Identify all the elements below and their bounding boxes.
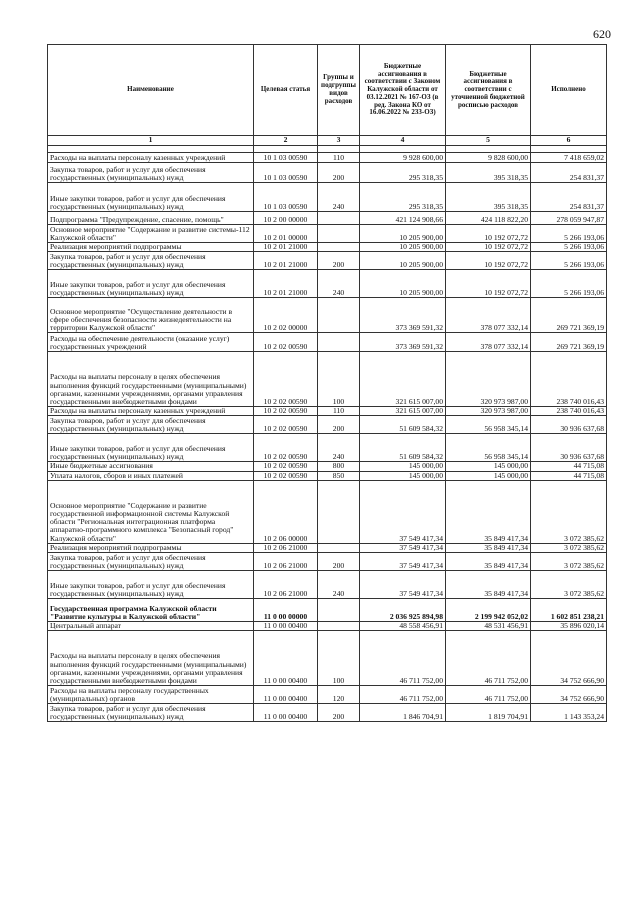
cell-revised: 35 849 417,34 <box>446 480 531 543</box>
cell-code: 10 2 01 21000 <box>254 252 318 270</box>
cell-code: 11 0 00 00400 <box>254 622 318 631</box>
cell-executed: 254 831,37 <box>531 163 607 183</box>
cell-code: 10 2 02 00590 <box>254 407 318 416</box>
table-row <box>48 163 607 183</box>
table-row <box>48 407 607 416</box>
table-row <box>48 333 607 352</box>
cell-group <box>318 622 360 631</box>
cell-revised: 35 849 417,34 <box>446 571 531 599</box>
cell-executed: 3 072 385,62 <box>531 480 607 543</box>
cell-law: 10 205 900,00 <box>360 270 446 298</box>
column-number: 5 <box>446 136 531 146</box>
cell-revised: 1 819 704,91 <box>446 704 531 722</box>
cell-name: Расходы на выплаты персоналу в целях обеспечения выполнения функций государственными (муниципальными) органами, казенными учреждениями, органами управления государственными внебюджетными фондами <box>48 631 254 686</box>
table-row <box>48 434 607 462</box>
table-row <box>48 416 607 434</box>
column-number-row <box>48 136 607 146</box>
cell-code: 10 1 03 00590 <box>254 183 318 212</box>
cell-revised: 424 118 822,20 <box>446 212 531 225</box>
cell-code: 11 0 00 00400 <box>254 704 318 722</box>
cell-code: 10 2 01 21000 <box>254 270 318 298</box>
table-row <box>48 686 607 704</box>
cell-revised: 10 192 072,72 <box>446 252 531 270</box>
cell-law: 10 205 900,00 <box>360 225 446 243</box>
cell-name: Иные закупки товаров, работ и услуг для обеспечения государственных (муниципальных) нужд <box>48 183 254 212</box>
cell-name: Подпрограмма "Предупреждение, спасение, помощь" <box>48 212 254 225</box>
cell-name: Расходы на выплаты персоналу казенных учреждений <box>48 407 254 416</box>
cell-law: 10 205 900,00 <box>360 243 446 252</box>
cell-executed: 3 072 385,62 <box>531 571 607 599</box>
cell-name: Реализация мероприятий подпрограммы <box>48 543 254 552</box>
cell-executed: 34 752 666,90 <box>531 686 607 704</box>
cell-code: 10 2 00 00000 <box>254 212 318 225</box>
cell-law: 37 549 417,34 <box>360 480 446 543</box>
cell-group <box>318 333 360 352</box>
cell-code: 10 2 01 00000 <box>254 225 318 243</box>
cell-group: 100 <box>318 352 360 407</box>
cell-group: 240 <box>318 270 360 298</box>
budget-table <box>47 44 607 722</box>
cell-law: 421 124 908,66 <box>360 212 446 225</box>
cell-group: 200 <box>318 252 360 270</box>
cell-name: Центральный аппарат <box>48 622 254 631</box>
cell-law: 48 558 456,91 <box>360 622 446 631</box>
cell-name: Реализация мероприятий подпрограммы <box>48 243 254 252</box>
cell-revised: 10 192 072,72 <box>446 270 531 298</box>
cell-name: Иные бюджетные ассигнования <box>48 462 254 471</box>
cell-group <box>318 212 360 225</box>
cell-code: 10 2 01 21000 <box>254 243 318 252</box>
cell-group: 110 <box>318 407 360 416</box>
cell-name: Государственная программа Калужской области "Развитие культуры в Калужской области" <box>48 599 254 622</box>
cell-revised: 10 192 072,72 <box>446 243 531 252</box>
header-executed: Исполнено <box>531 45 607 136</box>
cell-revised: 56 958 345,14 <box>446 434 531 462</box>
column-number: 1 <box>48 136 254 146</box>
cell-group: 110 <box>318 153 360 163</box>
table-row <box>48 225 607 243</box>
cell-group: 200 <box>318 704 360 722</box>
cell-executed: 238 740 016,43 <box>531 407 607 416</box>
cell-group: 240 <box>318 434 360 462</box>
cell-revised: 35 849 417,34 <box>446 543 531 552</box>
cell-revised: 145 000,00 <box>446 471 531 480</box>
cell-group <box>318 225 360 243</box>
cell-code: 10 2 02 00590 <box>254 333 318 352</box>
column-number: 6 <box>531 136 607 146</box>
cell-law: 37 549 417,34 <box>360 543 446 552</box>
cell-revised: 56 958 345,14 <box>446 416 531 434</box>
cell-law: 373 369 591,32 <box>360 333 446 352</box>
cell-group <box>318 599 360 622</box>
cell-revised: 320 973 987,00 <box>446 352 531 407</box>
cell-revised: 46 711 752,00 <box>446 686 531 704</box>
cell-revised: 395 318,35 <box>446 163 531 183</box>
cell-revised: 46 711 752,00 <box>446 631 531 686</box>
cell-name: Закупка товаров, работ и услуг для обеспечения государственных (муниципальных) нужд <box>48 163 254 183</box>
cell-law: 37 549 417,34 <box>360 571 446 599</box>
cell-law: 10 205 900,00 <box>360 252 446 270</box>
cell-code: 10 2 02 00000 <box>254 298 318 333</box>
cell-executed: 1 602 851 238,21 <box>531 599 607 622</box>
table-row <box>48 153 607 163</box>
cell-name: Основное мероприятие "Содержание и развитие государственной информационной системы Калужской области "Региональная интеграционная платформа аппаратно-программного комплекса "Безопасный город" Калужской области" <box>48 480 254 543</box>
table-row <box>48 622 607 631</box>
cell-law: 321 615 007,00 <box>360 407 446 416</box>
cell-revised: 35 849 417,34 <box>446 553 531 571</box>
cell-code: 11 0 00 00000 <box>254 599 318 622</box>
cell-executed: 5 266 193,06 <box>531 225 607 243</box>
table-row <box>48 270 607 298</box>
cell-law: 295 318,35 <box>360 183 446 212</box>
cell-code: 10 1 03 00590 <box>254 153 318 163</box>
table-row <box>48 480 607 543</box>
cell-name: Закупка товаров, работ и услуг для обеспечения государственных (муниципальных) нужд <box>48 252 254 270</box>
cell-group: 850 <box>318 471 360 480</box>
table-row <box>48 631 607 686</box>
cell-name: Иные закупки товаров, работ и услуг для обеспечения государственных (муниципальных) нужд <box>48 434 254 462</box>
cell-group: 120 <box>318 686 360 704</box>
spacer-row <box>48 146 607 153</box>
header-group: Группы и подгруппы видов расходов <box>318 45 360 136</box>
header-name: Наименование <box>48 45 254 136</box>
cell-revised: 48 531 456,91 <box>446 622 531 631</box>
cell-revised: 378 077 332,14 <box>446 298 531 333</box>
cell-name: Уплата налогов, сборов и иных платежей <box>48 471 254 480</box>
page-number: 620 <box>593 27 611 41</box>
cell-law: 46 711 752,00 <box>360 631 446 686</box>
cell-executed: 254 831,37 <box>531 183 607 212</box>
cell-code: 10 1 03 00590 <box>254 163 318 183</box>
cell-law: 373 369 591,32 <box>360 298 446 333</box>
cell-executed: 5 266 193,06 <box>531 270 607 298</box>
cell-executed: 1 143 353,24 <box>531 704 607 722</box>
cell-code: 10 2 06 00000 <box>254 480 318 543</box>
table-row <box>48 352 607 407</box>
cell-law: 37 549 417,34 <box>360 553 446 571</box>
cell-code: 10 2 06 21000 <box>254 543 318 552</box>
cell-law: 9 928 600,00 <box>360 153 446 163</box>
cell-name: Расходы на обеспечение деятельности (оказание услуг) государственных учреждений <box>48 333 254 352</box>
table-row <box>48 212 607 225</box>
cell-group: 200 <box>318 163 360 183</box>
cell-executed: 5 266 193,06 <box>531 243 607 252</box>
cell-group: 200 <box>318 553 360 571</box>
cell-law: 145 000,00 <box>360 462 446 471</box>
cell-name: Закупка товаров, работ и услуг для обеспечения государственных (муниципальных) нужд <box>48 553 254 571</box>
cell-code: 10 2 02 00590 <box>254 416 318 434</box>
cell-executed: 34 752 666,90 <box>531 631 607 686</box>
cell-law: 295 318,35 <box>360 163 446 183</box>
cell-code: 10 2 06 21000 <box>254 553 318 571</box>
cell-law: 46 711 752,00 <box>360 686 446 704</box>
cell-name: Иные закупки товаров, работ и услуг для обеспечения государственных (муниципальных) нужд <box>48 270 254 298</box>
header-revised: Бюджетные ассигнования в соответствии с уточненной бюджетной росписью расходов <box>446 45 531 136</box>
table-row <box>48 471 607 480</box>
table-row <box>48 571 607 599</box>
header-law: Бюджетные ассигнования в соответствии с Законом Калужской области от 03.12.2021 № 167-ОЗ (в ред. Закона КО от 16.06.2022 № 233-ОЗ) <box>360 45 446 136</box>
cell-group <box>318 298 360 333</box>
column-number: 3 <box>318 136 360 146</box>
cell-name: Расходы на выплаты персоналу в целях обеспечения выполнения функций государственными (муниципальными) органами, казенными учреждениями, органами управления государственными внебюджетными фондами <box>48 352 254 407</box>
cell-executed: 30 936 637,68 <box>531 416 607 434</box>
cell-name: Основное мероприятие "Содержание и развитие системы-112 Калужской области" <box>48 225 254 243</box>
table-row <box>48 252 607 270</box>
cell-executed: 3 072 385,62 <box>531 553 607 571</box>
cell-name: Закупка товаров, работ и услуг для обеспечения государственных (муниципальных) нужд <box>48 416 254 434</box>
cell-group: 240 <box>318 571 360 599</box>
cell-law: 1 846 704,91 <box>360 704 446 722</box>
cell-executed: 278 059 947,87 <box>531 212 607 225</box>
cell-code: 10 2 02 00590 <box>254 434 318 462</box>
cell-revised: 378 077 332,14 <box>446 333 531 352</box>
cell-law: 145 000,00 <box>360 471 446 480</box>
cell-group <box>318 480 360 543</box>
table-row <box>48 243 607 252</box>
cell-executed: 44 715,08 <box>531 462 607 471</box>
cell-name: Расходы на выплаты персоналу казенных учреждений <box>48 153 254 163</box>
cell-law: 51 609 584,32 <box>360 434 446 462</box>
cell-group: 800 <box>318 462 360 471</box>
cell-executed: 7 418 659,02 <box>531 153 607 163</box>
cell-revised: 2 199 942 052,02 <box>446 599 531 622</box>
cell-executed: 44 715,08 <box>531 471 607 480</box>
cell-executed: 238 740 016,43 <box>531 352 607 407</box>
cell-group <box>318 243 360 252</box>
table-row <box>48 298 607 333</box>
cell-executed: 3 072 385,62 <box>531 543 607 552</box>
cell-law: 2 036 925 894,98 <box>360 599 446 622</box>
cell-code: 11 0 00 00400 <box>254 631 318 686</box>
cell-code: 10 2 06 21000 <box>254 571 318 599</box>
cell-revised: 145 000,00 <box>446 462 531 471</box>
cell-code: 10 2 02 00590 <box>254 352 318 407</box>
table-row <box>48 462 607 471</box>
cell-law: 51 609 584,32 <box>360 416 446 434</box>
cell-code: 10 2 02 00590 <box>254 471 318 480</box>
cell-revised: 9 828 600,00 <box>446 153 531 163</box>
cell-executed: 35 896 020,14 <box>531 622 607 631</box>
cell-revised: 395 318,35 <box>446 183 531 212</box>
table-row <box>48 183 607 212</box>
cell-name: Закупка товаров, работ и услуг для обеспечения государственных (муниципальных) нужд <box>48 704 254 722</box>
column-number: 4 <box>360 136 446 146</box>
cell-name: Основное мероприятие "Осуществление деятельности в сфере обеспечения безопасности жизнедеятельности на территории Калужской области" <box>48 298 254 333</box>
cell-group: 100 <box>318 631 360 686</box>
table-row <box>48 553 607 571</box>
cell-revised: 10 192 072,72 <box>446 225 531 243</box>
cell-executed: 269 721 369,19 <box>531 333 607 352</box>
cell-executed: 30 936 637,68 <box>531 434 607 462</box>
table-row <box>48 543 607 552</box>
cell-code: 11 0 00 00400 <box>254 686 318 704</box>
cell-name: Иные закупки товаров, работ и услуг для обеспечения государственных (муниципальных) нужд <box>48 571 254 599</box>
header-row <box>48 45 607 136</box>
cell-executed: 5 266 193,06 <box>531 252 607 270</box>
cell-executed: 269 721 369,19 <box>531 298 607 333</box>
cell-group: 200 <box>318 416 360 434</box>
table-row <box>48 599 607 622</box>
cell-law: 321 615 007,00 <box>360 352 446 407</box>
cell-code: 10 2 02 00590 <box>254 462 318 471</box>
cell-group <box>318 543 360 552</box>
cell-name: Расходы на выплаты персоналу государственных (муниципальных) органов <box>48 686 254 704</box>
cell-group: 240 <box>318 183 360 212</box>
table-body <box>48 153 607 722</box>
table-row <box>48 704 607 722</box>
cell-revised: 320 973 987,00 <box>446 407 531 416</box>
column-number: 2 <box>254 136 318 146</box>
header-code: Целевая статья <box>254 45 318 136</box>
